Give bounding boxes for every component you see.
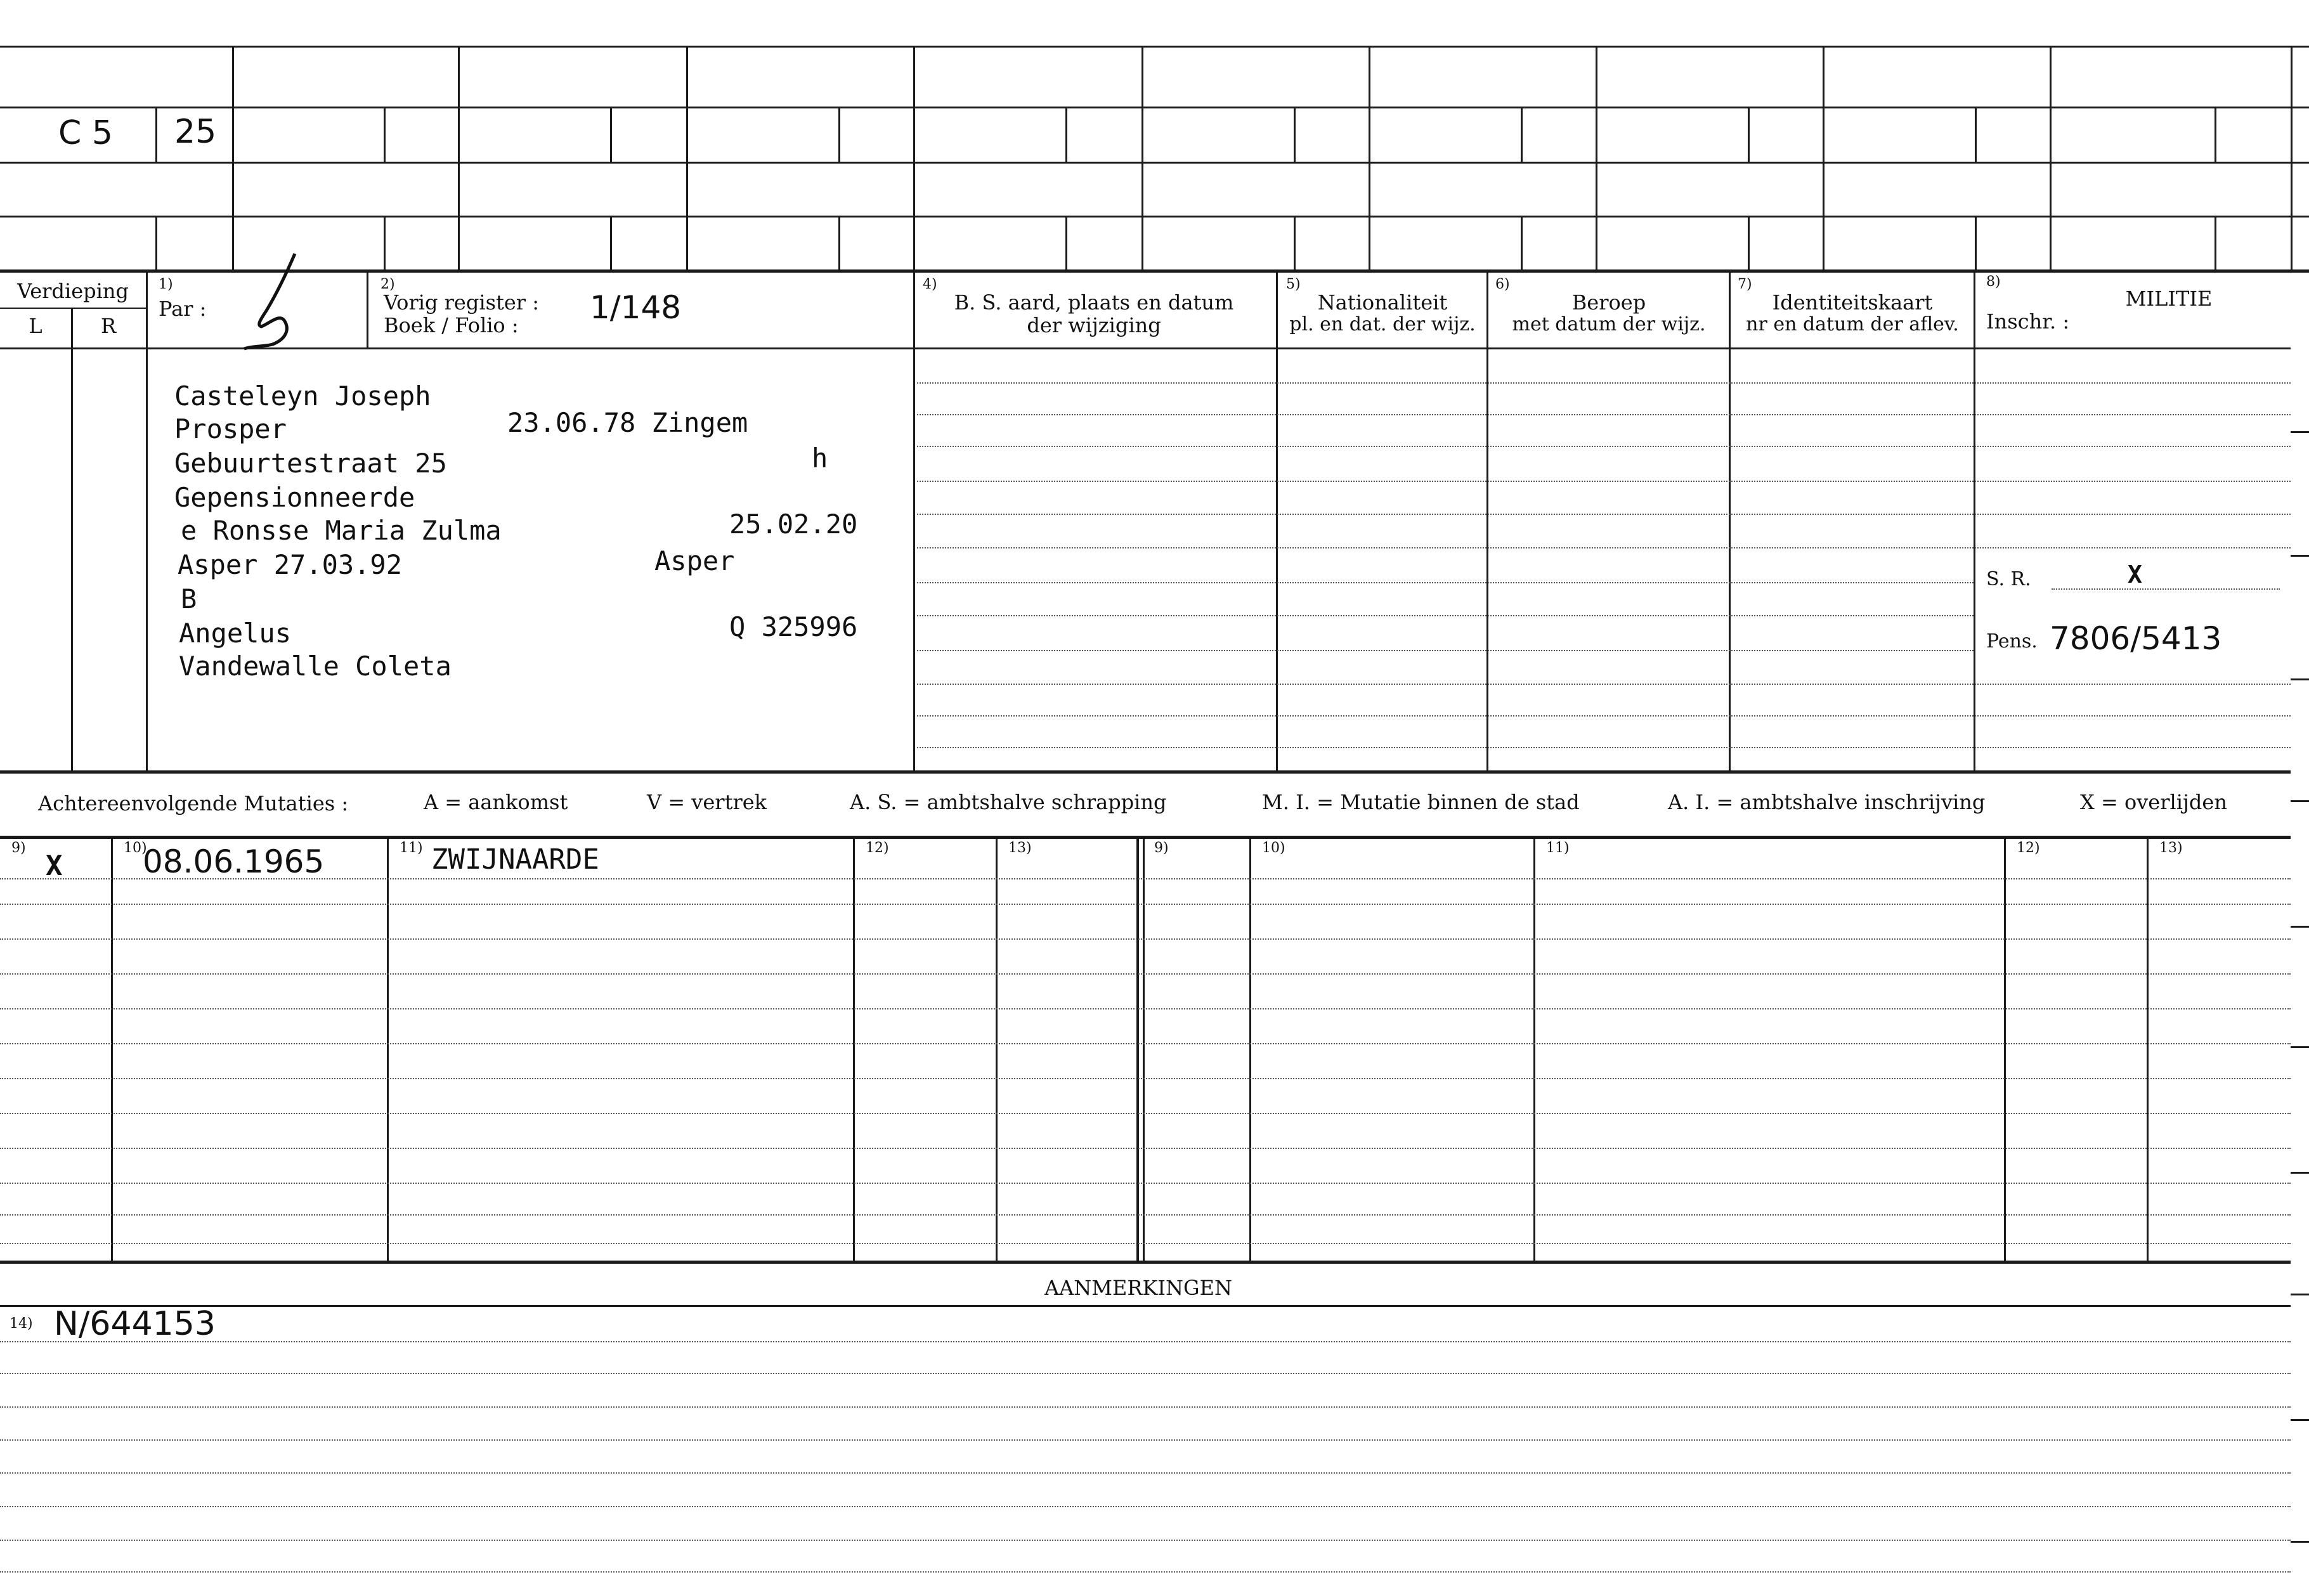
mut-row-line [0, 1243, 2291, 1244]
beroep-header-line1: Beroep [1571, 290, 1646, 315]
grid-vline [1065, 216, 1067, 271]
boek-folio-label: Boek / Folio : [384, 313, 519, 337]
verdieping-vline [71, 308, 73, 770]
footnote-8: 8) [1986, 274, 2001, 290]
bs-header-line1: B. S. aard, plaats en datum [954, 290, 1234, 315]
card-number: 25 [174, 113, 217, 151]
grid-vline [1823, 46, 1824, 271]
pens-label: Pens. [1986, 630, 2038, 652]
person-id-code: Q 325996 [729, 611, 858, 642]
pens-value: 7806/5413 [2050, 620, 2222, 657]
grid-vline [1369, 46, 1370, 271]
legend-x: X = overlijden [2080, 790, 2227, 814]
person-b: B [181, 583, 197, 614]
remarks-dotted [0, 1373, 2291, 1374]
dotted-line [917, 747, 2291, 748]
verdieping-r-vline [146, 347, 148, 770]
grid-vline [1521, 216, 1523, 271]
header-vline [367, 271, 368, 347]
mutation-place: ZWIJNAARDE [431, 843, 599, 876]
grid-vline [1748, 216, 1750, 271]
remarks-line [0, 1305, 2291, 1307]
legend-a: A = aankomst [424, 790, 568, 814]
grid-vline [2050, 46, 2052, 271]
footnote-4: 4) [923, 276, 937, 292]
person-address: Gebuurtestraat 25 [174, 448, 447, 479]
grid-vline [1748, 107, 1750, 162]
mutation-type: X [46, 850, 63, 882]
grid-vline [384, 216, 386, 271]
grid-vline [610, 216, 612, 271]
grid-vline [458, 46, 460, 271]
mut-col-9: 9) [11, 840, 26, 856]
grid-vline [610, 107, 612, 162]
remarks-value: N/644153 [54, 1305, 216, 1343]
verdieping-label: Verdieping [17, 279, 129, 303]
grid-vline [155, 216, 157, 271]
footnote-5: 5) [1286, 276, 1301, 292]
mut-row-line [0, 973, 2291, 975]
legend-ai: A. I. = ambtshalve inschrijving [1668, 790, 1986, 814]
mut-row-line [0, 878, 2291, 879]
vorig-register-label: Vorig register : [384, 290, 540, 315]
header-vline [146, 271, 148, 347]
mutation-date: 08.06.1965 [143, 843, 325, 880]
remarks-dotted [0, 1571, 2291, 1573]
person-name-line1: Casteleyn Joseph [174, 380, 431, 412]
mut-row-line [0, 904, 2291, 905]
grid-vline [1521, 107, 1523, 162]
mut-vline [2004, 836, 2006, 1261]
edge-tick [2291, 926, 2309, 928]
remarks-dotted [0, 1540, 2291, 1541]
dotted-line [917, 715, 2291, 717]
mut-col-11: 11) [400, 840, 423, 856]
grid-vline [2291, 46, 2293, 271]
mut-col-11b: 11) [1546, 840, 1570, 856]
grid-line [0, 162, 2309, 164]
sr-dotted [2052, 588, 2280, 590]
grid-vline [1141, 46, 1143, 271]
legend-as: A. S. = ambtshalve schrapping [850, 790, 1167, 814]
bs-header-line2: der wijziging [1027, 313, 1161, 337]
person-marriage: Asper 27.03.92 [178, 549, 403, 580]
mut-vline [387, 836, 389, 1261]
mut-vline-double [1143, 836, 1145, 1261]
dotted-line [917, 582, 1974, 583]
edge-tick [2291, 1046, 2309, 1048]
grid-vline [838, 107, 840, 162]
edge-tick [2291, 678, 2309, 680]
legend-v: V = vertrek [647, 790, 767, 814]
par-label: Par : [159, 297, 207, 321]
mut-vline [2147, 836, 2149, 1261]
remarks-dotted [0, 1506, 2291, 1507]
mut-col-9b: 9) [1154, 840, 1169, 856]
section-vline [1486, 271, 1488, 770]
mut-row-line [0, 1078, 2291, 1079]
sr-value: X [2128, 561, 2142, 588]
footnote-7: 7) [1738, 276, 1752, 292]
mut-row-line [0, 1214, 2291, 1216]
grid-line [0, 216, 2309, 217]
grid-vline [384, 107, 386, 162]
grid-vline [2215, 107, 2216, 162]
mut-col-13: 13) [1008, 840, 1032, 856]
nat-header-line2: pl. en dat. der wijz. [1289, 313, 1476, 335]
mut-row-line [0, 1008, 2291, 1009]
mut-row-line [0, 1043, 2291, 1044]
dotted-line [917, 615, 1974, 616]
grid-vline [1596, 46, 1597, 271]
person-spouse-place: Asper [654, 545, 735, 576]
grid-vline [1294, 216, 1296, 271]
person-birth: 23.06.78 Zingem [507, 407, 748, 438]
dotted-line [917, 446, 2291, 447]
mut-vline-double [1136, 836, 1139, 1261]
id-header-line1: Identiteitskaart [1772, 290, 1933, 315]
card-series: C 5 [58, 114, 113, 152]
grid-line [0, 269, 2309, 273]
edge-tick [2291, 1419, 2309, 1421]
person-spouse: e Ronsse Maria Zulma [181, 515, 502, 546]
mut-row-line [0, 1113, 2291, 1114]
person-spouse-date: 25.02.20 [729, 509, 858, 540]
par-signature [241, 250, 311, 352]
dotted-line [917, 514, 2291, 515]
grid-vline [1975, 107, 1977, 162]
person-angelus: Angelus [179, 618, 292, 649]
id-header-line2: nr en datum der aflev. [1746, 313, 1959, 335]
vorig-register-value: 1/148 [590, 289, 682, 326]
footnote-14: 14) [10, 1316, 33, 1332]
section-vline [913, 271, 915, 770]
col-l-label: L [29, 314, 42, 338]
militie-label: MILITIE [2125, 287, 2213, 311]
edge-tick [2291, 800, 2309, 802]
person-h-mark: h [812, 443, 828, 474]
dotted-line [917, 414, 2291, 415]
mutations-bottom-line [0, 1261, 2291, 1264]
mut-vline [853, 836, 855, 1261]
remarks-dotted [0, 1406, 2291, 1408]
remarks-dotted [0, 1341, 2291, 1342]
remarks-title: AANMERKINGEN [1044, 1276, 1232, 1300]
grid-vline [838, 216, 840, 271]
edge-tick [2291, 555, 2309, 557]
edge-tick [2291, 1541, 2309, 1543]
footnote-1: 1) [159, 276, 173, 292]
legend-title: Achtereenvolgende Mutaties : [38, 791, 349, 815]
mut-col-12b: 12) [2017, 840, 2040, 856]
remarks-dotted [0, 1472, 2291, 1474]
top-border [0, 46, 2309, 48]
grid-line [0, 107, 2309, 108]
footnote-2: 2) [380, 276, 395, 292]
mut-vline [111, 836, 113, 1261]
grid-vline [2215, 216, 2216, 271]
dotted-line [917, 481, 2291, 482]
mut-vline [1249, 836, 1251, 1261]
edge-tick [2291, 1294, 2309, 1295]
mut-row-line [0, 938, 2291, 940]
header-bottom-line [0, 347, 2291, 349]
beroep-header-line2: met datum der wijz. [1512, 313, 1706, 335]
grid-vline [1294, 107, 1296, 162]
edge-tick [2291, 431, 2309, 433]
section-vline [1974, 271, 1975, 770]
person-name-line2: Prosper [174, 413, 287, 444]
mut-col-12: 12) [866, 840, 889, 856]
col-r-label: R [100, 314, 117, 338]
mut-col-10: 10) [124, 840, 147, 856]
section-vline [1276, 271, 1278, 770]
grid-vline [913, 46, 915, 271]
person-vandewalle: Vandewalle Coleta [179, 651, 452, 682]
mutations-top-line [0, 836, 2291, 839]
person-occupation: Gepensionneerde [174, 482, 415, 513]
sr-label: S. R. [1986, 568, 2031, 590]
verdieping-split [0, 308, 146, 309]
dotted-line [917, 382, 2291, 384]
inschr-label: Inschr. : [1986, 309, 2070, 334]
mut-vline [1533, 836, 1535, 1261]
grid-vline [232, 46, 234, 271]
mut-row-line [0, 1148, 2291, 1149]
middle-bottom-line [0, 770, 2291, 774]
dotted-line [917, 684, 2291, 685]
mut-vline [996, 836, 998, 1261]
remarks-dotted [0, 1439, 2291, 1441]
nat-header-line1: Nationaliteit [1317, 290, 1448, 315]
legend-mi: M. I. = Mutatie binnen de stad [1262, 790, 1580, 814]
grid-vline [686, 46, 688, 271]
footnote-6: 6) [1495, 276, 1510, 292]
grid-vline [1065, 107, 1067, 162]
mut-row-line [0, 1183, 2291, 1184]
dotted-line [917, 547, 2291, 548]
grid-vline [1975, 216, 1977, 271]
mut-col-13b: 13) [2159, 840, 2183, 856]
grid-vline [155, 107, 157, 162]
dotted-line [917, 650, 1974, 651]
mut-col-10b: 10) [1262, 840, 1285, 856]
edge-tick [2291, 1172, 2309, 1174]
section-vline [1729, 271, 1731, 770]
